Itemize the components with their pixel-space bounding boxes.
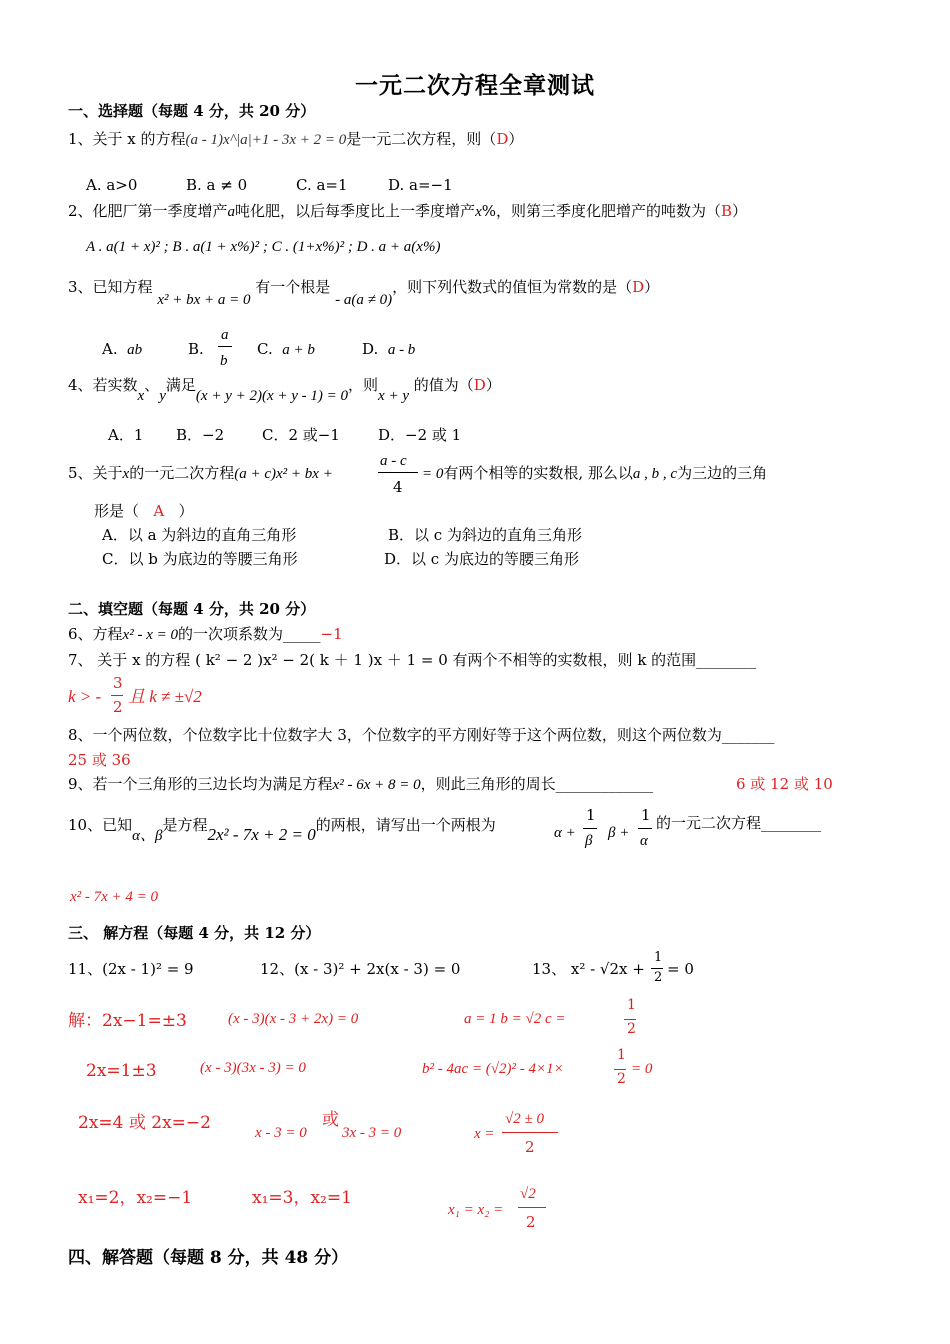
q7-line: 7、 关于 x 的方程 ( k² − 2 )x² − 2( k ＋ 1 )x ＋ 1 = 0 有两个不相等的实数根，则 k 的范围________ bbox=[68, 651, 757, 669]
q10-root2-bar bbox=[638, 828, 652, 829]
q5-line: 5、关于x的一元二次方程(a + c)x² + bx + bbox=[68, 464, 333, 482]
q6-answer: −1 bbox=[320, 625, 343, 643]
sol1-line1: 解：2x−1=±3 bbox=[68, 1011, 187, 1031]
sol3-line3-bar bbox=[502, 1132, 558, 1133]
sol3-line2-num: 1 bbox=[617, 1047, 626, 1063]
sol2-line1: (x - 3)(x - 3 + 2x) = 0 bbox=[228, 1011, 359, 1027]
q2-line: 2、化肥厂第一季度增产a吨化肥，以后每季度比上一季度增产x%，则第三季度化肥增产的吨数为（B） bbox=[68, 202, 748, 220]
q5-answer: A bbox=[153, 502, 165, 520]
q13-post: = 0 bbox=[667, 960, 694, 978]
q5-frac-num: a - c bbox=[380, 453, 407, 469]
q2-options: A . a(1 + x)² ; B . a(1 + x%)² ; C . (1+x%)² ; D . a + a(x%) bbox=[86, 239, 441, 255]
sol3-line1: a = 1 b = √2 c = bbox=[464, 1011, 566, 1027]
q7-answer-pre: k > - bbox=[68, 687, 102, 706]
q10-root1: α + bbox=[554, 825, 576, 841]
sol2-line4: x₁=3，x₂=1 bbox=[252, 1188, 352, 1208]
sol1-line3: 2x=4 或 2x=−2 bbox=[78, 1113, 211, 1133]
q10-root2-num: 1 bbox=[641, 806, 651, 824]
page-title: 一元二次方程全章测试 bbox=[355, 72, 595, 99]
sol2-line3a: x - 3 = 0 bbox=[255, 1125, 307, 1141]
q5-frac-den: 4 bbox=[393, 478, 403, 496]
q8-answer: 25 或 36 bbox=[68, 751, 131, 769]
q3-equation: x² + bx + a = 0 bbox=[157, 292, 251, 308]
sol3-line2-post: = 0 bbox=[631, 1061, 653, 1077]
q1-answer: D bbox=[496, 130, 509, 148]
q1-line: 1、关于 x 的方程(a - 1)x^|a|+1 - 3x + 2 = 0是一元二次方程，则（D） bbox=[68, 130, 524, 148]
sol3-line3-num: √2 ± 0 bbox=[505, 1111, 544, 1127]
q9-answer: 6 或 12 或 10 bbox=[736, 775, 833, 793]
q5-equation-left: (a + c)x² + bx + bbox=[234, 466, 333, 482]
q10-root1-num: 1 bbox=[586, 806, 596, 824]
q1-option-b: B. a ≠ 0 bbox=[186, 176, 248, 194]
q5-frac-bar bbox=[378, 472, 418, 473]
q5-option-b: B．以 c 为斜边的直角三角形 bbox=[388, 526, 582, 544]
q3-option-b-bar bbox=[218, 346, 232, 347]
q4-answer: D bbox=[473, 376, 486, 394]
q1-option-d: D. a=−1 bbox=[388, 176, 453, 194]
q4-option-b: B．−2 bbox=[176, 426, 225, 444]
q13-num: 1 bbox=[654, 950, 663, 965]
q10-root1-den: β bbox=[585, 833, 593, 849]
q10-root2: β + bbox=[608, 825, 630, 841]
q5-option-a: A．以 a 为斜边的直角三角形 bbox=[102, 526, 297, 544]
q9-line: 9、若一个三角形的三边长均为满足方程x² - 6x + 8 = 0，则此三角形的周长_____________ bbox=[68, 775, 654, 793]
sol3-line4-bar bbox=[518, 1207, 546, 1208]
q7-answer-post: 且 k ≠ ±√2 bbox=[128, 687, 202, 706]
q5-option-d: D．以 c 为底边的等腰三角形 bbox=[384, 550, 579, 568]
sol3-line2-den: 2 bbox=[617, 1071, 626, 1087]
sol3-line4: x₁ = x₂ = bbox=[448, 1202, 504, 1218]
q13: 13、 x² - √2x + bbox=[532, 960, 645, 978]
q8-line: 8、一个两位数，个位数字比十位数字大 3，个位数字的平方刚好等于这个两位数，则这个两位数为_______ bbox=[68, 726, 775, 744]
q11: 11、(2x - 1)² = 9 bbox=[68, 960, 194, 978]
q3-answer: D bbox=[632, 278, 645, 296]
sol3-line1-den: 2 bbox=[627, 1021, 636, 1037]
section3-header: 三、 解方程（每题 4 分，共 12 分） bbox=[68, 924, 321, 942]
q10-root1-bar bbox=[583, 828, 597, 829]
q3-option-b-num: a bbox=[221, 327, 229, 343]
section2-header: 二、填空题（每题 4 分，共 20 分） bbox=[68, 600, 316, 618]
sol1-line2: 2x=1±3 bbox=[86, 1061, 157, 1081]
q4-equation: (x + y + 2)(x + y - 1) = 0 bbox=[195, 388, 349, 404]
q6-line: 6、方程x² - x = 0的一次项系数为_____−1 bbox=[68, 625, 343, 643]
q3-option-c: C. a + b bbox=[257, 340, 315, 358]
q13-den: 2 bbox=[654, 970, 663, 985]
q1-formula: (a - 1)x^|a|+1 - 3x + 2 = 0 bbox=[185, 132, 347, 148]
section1-header: 一、选择题（每题 4 分，共 20 分） bbox=[68, 102, 316, 120]
q4-option-a: A．1 bbox=[108, 426, 144, 444]
q3-line: 3、已知方程 x² + bx + a = 0 有一个根是 - a(a ≠ 0)，则下列代数式的值恒为常数的是（D） bbox=[68, 278, 660, 308]
section4-header: 四、解答题（每题 8 分，共 48 分） bbox=[68, 1248, 349, 1268]
q2-answer: B bbox=[721, 202, 733, 220]
q4-line: 4、若实数x、y满足(x + y + 2)(x + y - 1) = 0，则x + y 的值为（D） bbox=[68, 376, 501, 404]
q10-line-left: 10、已知α、β是方程2x² - 7x + 2 = 0的两根，请写出一个两根为 bbox=[68, 816, 496, 844]
sol3-line3: x = bbox=[474, 1126, 495, 1142]
sol3-line1-num: 1 bbox=[627, 997, 636, 1013]
q5-line2: 形是（ A ） bbox=[94, 502, 194, 520]
q1-option-c: C. a=1 bbox=[296, 176, 348, 194]
q7-answer-num: 3 bbox=[113, 674, 123, 692]
q3-option-b-label: B. bbox=[188, 340, 204, 358]
q10-root2-den: α bbox=[640, 833, 648, 849]
q1-option-a: A. a>0 bbox=[86, 176, 138, 194]
q10-answer: x² - 7x + 4 = 0 bbox=[70, 889, 159, 905]
q7-answer-den: 2 bbox=[113, 698, 123, 716]
q5-option-c: C．以 b 为底边的等腰三角形 bbox=[102, 550, 298, 568]
q7-answer-bar bbox=[111, 695, 123, 696]
sol3-line2-bar bbox=[614, 1069, 626, 1070]
sol3-line3-den: 2 bbox=[525, 1138, 535, 1156]
q12: 12、(x - 3)² + 2x(x - 3) = 0 bbox=[260, 960, 461, 978]
sol3-line1-bar bbox=[624, 1019, 636, 1020]
sol2-line3b: 3x - 3 = 0 bbox=[342, 1125, 402, 1141]
q3-option-a: A. ab bbox=[102, 340, 143, 358]
q13-bar bbox=[651, 968, 663, 969]
q5-line-right: = 0有两个相等的实数根, 那么以a , b , c为三边的三角 bbox=[422, 464, 768, 482]
q3-option-b-den: b bbox=[220, 353, 228, 369]
q4-option-c: C．2 或−1 bbox=[262, 426, 340, 444]
sol2-line2: (x - 3)(3x - 3) = 0 bbox=[200, 1060, 306, 1076]
sol3-line4-den: 2 bbox=[526, 1213, 536, 1231]
sol3-line2: b² - 4ac = (√2)² - 4×1× bbox=[422, 1061, 564, 1077]
q10-line-right: 的一元二次方程________ bbox=[656, 814, 822, 832]
q4-option-d: D．−2 或 1 bbox=[378, 426, 462, 444]
sol2-or: 或 bbox=[322, 1110, 339, 1130]
q3-root: - a(a ≠ 0) bbox=[335, 292, 393, 308]
sol3-line4-num: √2 bbox=[520, 1186, 536, 1202]
sol1-line4: x₁=2，x₂=−1 bbox=[78, 1188, 193, 1208]
q10-equation: 2x² - 7x + 2 = 0 bbox=[207, 825, 316, 844]
q3-option-d: D. a - b bbox=[362, 340, 416, 358]
